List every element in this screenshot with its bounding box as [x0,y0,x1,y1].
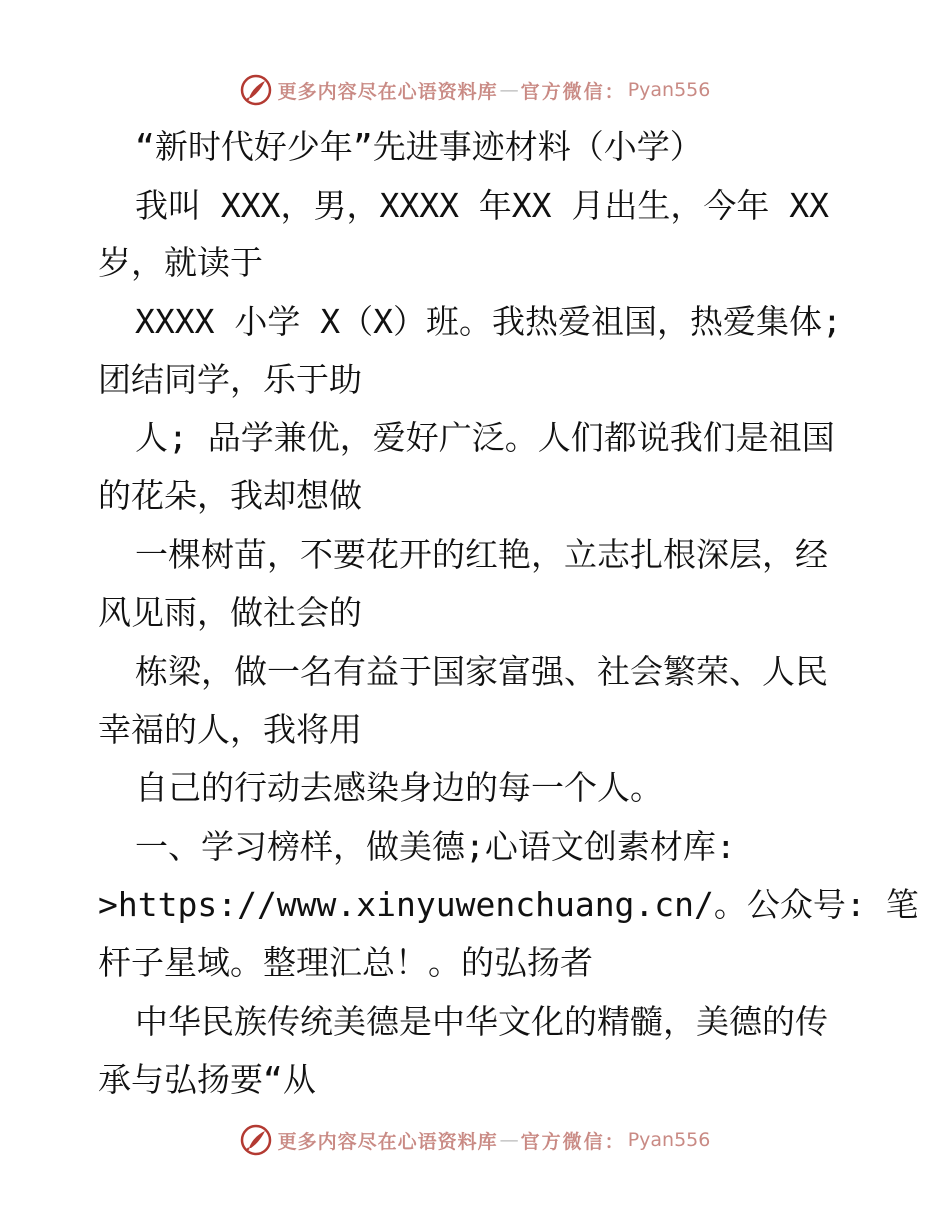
paragraph-line: 幸福的人，我将用 [98,710,362,749]
paragraph-line: >https://www.xinyuwenchuang.cn/。公众号: 笔 [98,885,919,924]
watermark-wechat-label: 官方微信： [520,80,626,103]
paragraph-line: 中华民族传统美德是中华文化的精髓，美德的传 [135,1002,828,1041]
feather-pen-logo-icon [240,1124,272,1156]
feather-pen-logo-icon [240,74,272,106]
watermark-separator: — [499,1129,519,1151]
watermark-wechat-id: Pyan556 [627,79,711,101]
watermark-brand-text: 更多内容尽在心语资料库 [277,1130,498,1153]
paragraph-line: 杆子星域。整理汇总！。的弘扬者 [98,943,593,982]
watermark-footer [0,1120,950,1160]
paragraph-line: 我叫 XXX，男，XXXX 年XX 月出生，今年 XX [135,186,830,225]
watermark-wechat-label: 官方微信： [520,1130,626,1153]
paragraph-line: 人; 品学兼优，爱好广泛。人们都说我们是祖国 [135,418,835,457]
paragraph-line: 一棵树苗，不要花开的红艳，立志扎根深层，经 [135,535,828,574]
watermark-wechat-id: Pyan556 [627,1129,711,1151]
paragraph-line: 的花朵，我却想做 [98,476,362,515]
paragraph-line: 栋梁，做一名有益于国家富强、社会繁荣、人民 [135,652,828,691]
paragraph-line: XXXX 小学 X（X）班。我热爱祖国，热爱集体; [135,302,842,341]
paragraph-line: 风见雨，做社会的 [98,593,362,632]
paragraph-line: 自己的行动去感染身边的每一个人。 [135,768,663,807]
paragraph-line: 承与弘扬要“从 [98,1060,316,1099]
section-heading: 一、学习榜样，做美德;心语文创素材库: [135,827,736,866]
paragraph-line: 岁，就读于 [98,243,263,282]
watermark-separator: — [499,79,519,101]
document-title: “新时代好少年”先进事迹材料（小学） [135,127,703,166]
paragraph-line: 团结同学，乐于助 [98,360,362,399]
watermark-header [0,70,950,110]
watermark-brand-text: 更多内容尽在心语资料库 [277,80,498,103]
